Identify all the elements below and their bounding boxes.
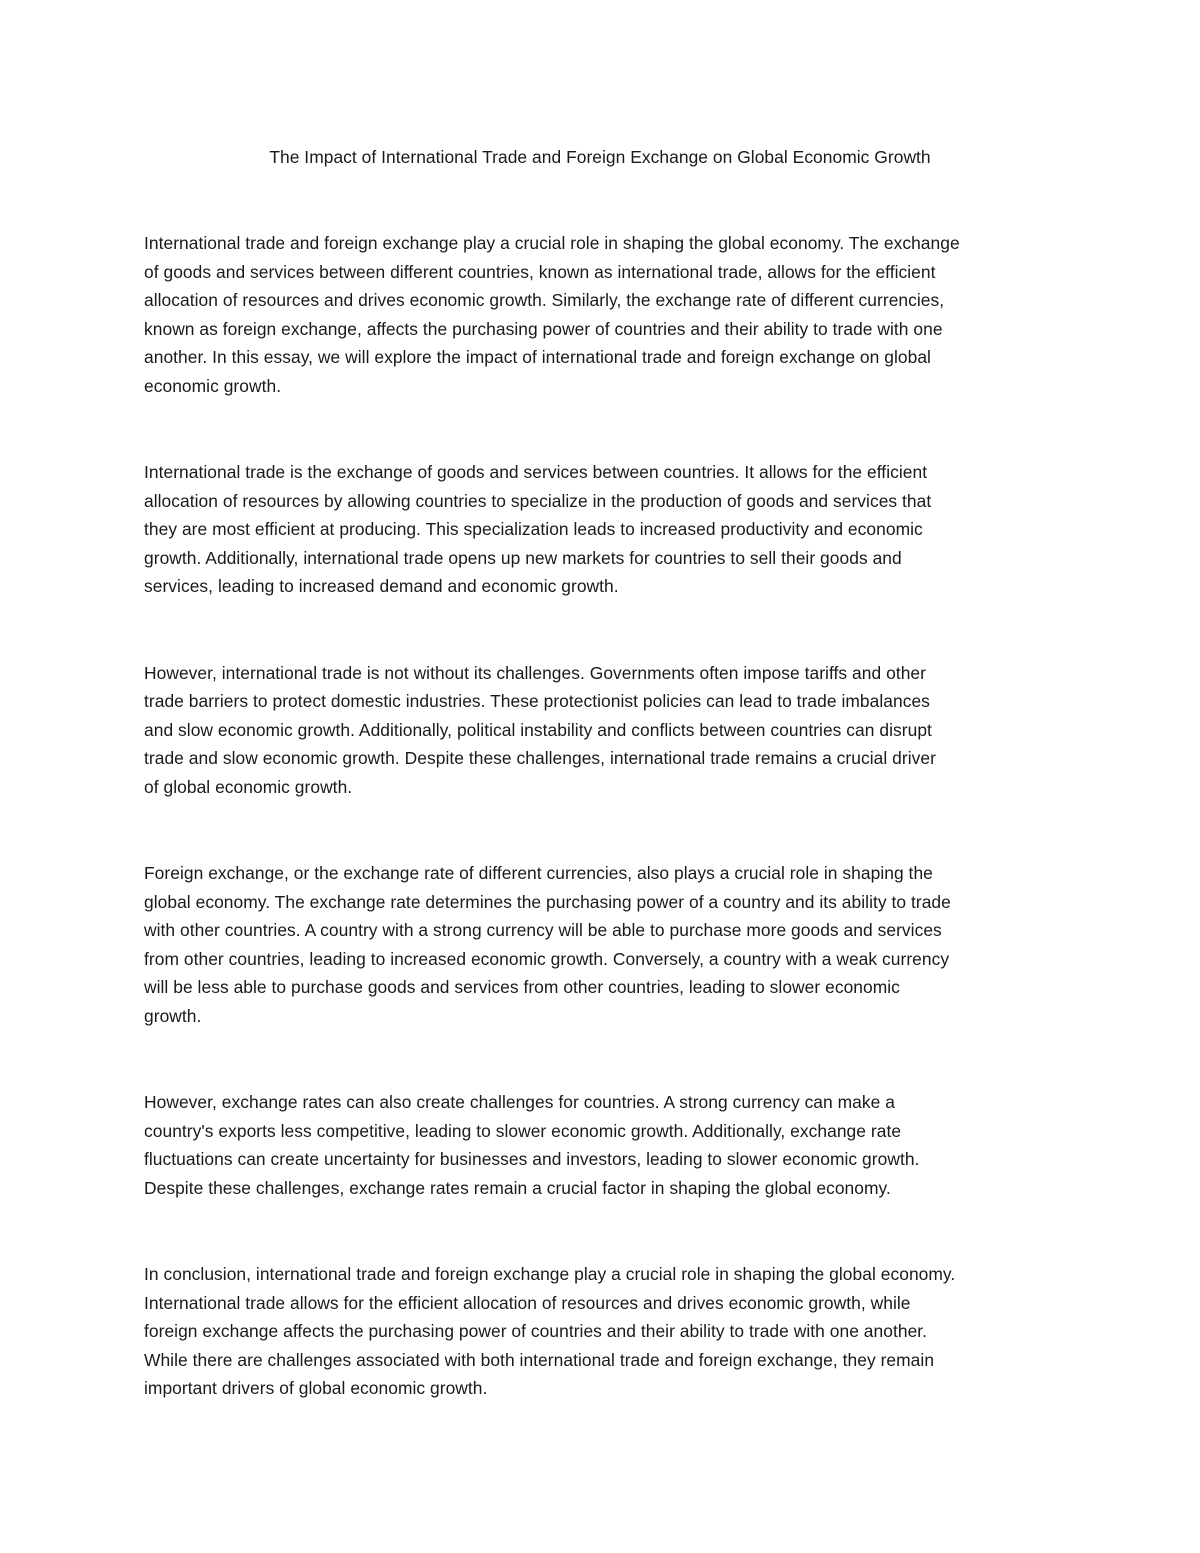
document-body	[144, 229, 1056, 1403]
paragraph-line: allocation of resources and drives economic growth. Similarly, the exchange rate of different currencies,	[144, 290, 945, 310]
paragraph-line: Despite these challenges, exchange rates remain a crucial factor in shaping the global economy.	[144, 1177, 891, 1198]
paragraph-line: trade barriers to protect domestic industries. These protectionist policies can lead to trade imbalances	[144, 691, 930, 711]
paragraph-line: However, exchange rates can also create challenges for countries. A strong currency can make a	[144, 1092, 895, 1112]
paragraph-line: However, international trade is not without its challenges. Governments often impose tariffs and other	[144, 662, 926, 683]
paragraph-3	[144, 659, 1056, 802]
paragraph-1	[144, 229, 1056, 400]
paragraph-line: While there are challenges associated with both international trade and foreign exchange, they remain	[144, 1349, 935, 1370]
paragraph-line: Foreign exchange, or the exchange rate of different currencies, also plays a crucial role in shaping the	[144, 863, 933, 883]
paragraph-line: will be less able to purchase goods and services from other countries, leading to slower economic	[144, 977, 900, 997]
paragraph-line: allocation of resources by allowing countries to specialize in the production of goods and services that	[144, 490, 932, 511]
paragraph-line: another. In this essay, we will explore the impact of international trade and foreign exchange on global	[144, 347, 931, 367]
paragraph-line: growth. Additionally, international trade opens up new markets for countries to sell their goods and	[144, 547, 902, 568]
paragraph-line: trade and slow economic growth. Despite these challenges, international trade remains a crucial driver	[144, 748, 936, 768]
paragraph-5	[144, 1088, 1056, 1202]
paragraph-line: fluctuations can create uncertainty for businesses and investors, leading to slower economic growth.	[144, 1149, 920, 1169]
paragraph-line: International trade is the exchange of goods and services between countries. It allows for the efficient	[144, 462, 928, 482]
paragraph-line: International trade and foreign exchange play a crucial role in shaping the global economy. The exchange	[144, 233, 960, 253]
paragraph-line: known as foreign exchange, affects the purchasing power of countries and their ability to trade with one	[144, 318, 943, 339]
paragraph-line: of global economic growth.	[144, 776, 353, 797]
paragraph-line: country's exports less competitive, leading to slower economic growth. Additionally, exchange rate	[144, 1120, 902, 1141]
paragraph-line: of goods and services between different countries, known as international trade, allows for the efficient	[144, 261, 936, 282]
paragraph-line: important drivers of global economic growth.	[144, 1378, 488, 1398]
paragraph-line: services, leading to increased demand and economic growth.	[144, 576, 619, 596]
paragraph-line: with other countries. A country with a strong currency will be able to purchase more goods and services	[144, 920, 942, 940]
paragraph-6	[144, 1260, 1056, 1403]
paragraph-2	[144, 458, 1056, 601]
paragraph-line: they are most efficient at producing. This specialization leads to increased productivity and economic	[144, 519, 923, 539]
paragraph-line: growth.	[144, 1005, 202, 1026]
paragraph-4	[144, 859, 1056, 1030]
paragraph-line: global economy. The exchange rate determines the purchasing power of a country and its ability to trade	[144, 891, 951, 912]
paragraph-line: economic growth.	[144, 375, 282, 396]
paragraph-line: In conclusion, international trade and foreign exchange play a crucial role in shaping the global economy.	[144, 1264, 956, 1284]
paragraph-line: and slow economic growth. Additionally, political instability and conflicts between countries can disrupt	[144, 719, 932, 740]
document-title: The Impact of International Trade and Foreign Exchange on Global Economic Growth	[269, 147, 931, 167]
paragraph-line: International trade allows for the efficient allocation of resources and drives economic growth, while	[144, 1292, 911, 1313]
paragraph-line: from other countries, leading to increased economic growth. Conversely, a country with a weak currency	[144, 948, 950, 969]
paragraph-line: foreign exchange affects the purchasing power of countries and their ability to trade with one another.	[144, 1321, 928, 1341]
